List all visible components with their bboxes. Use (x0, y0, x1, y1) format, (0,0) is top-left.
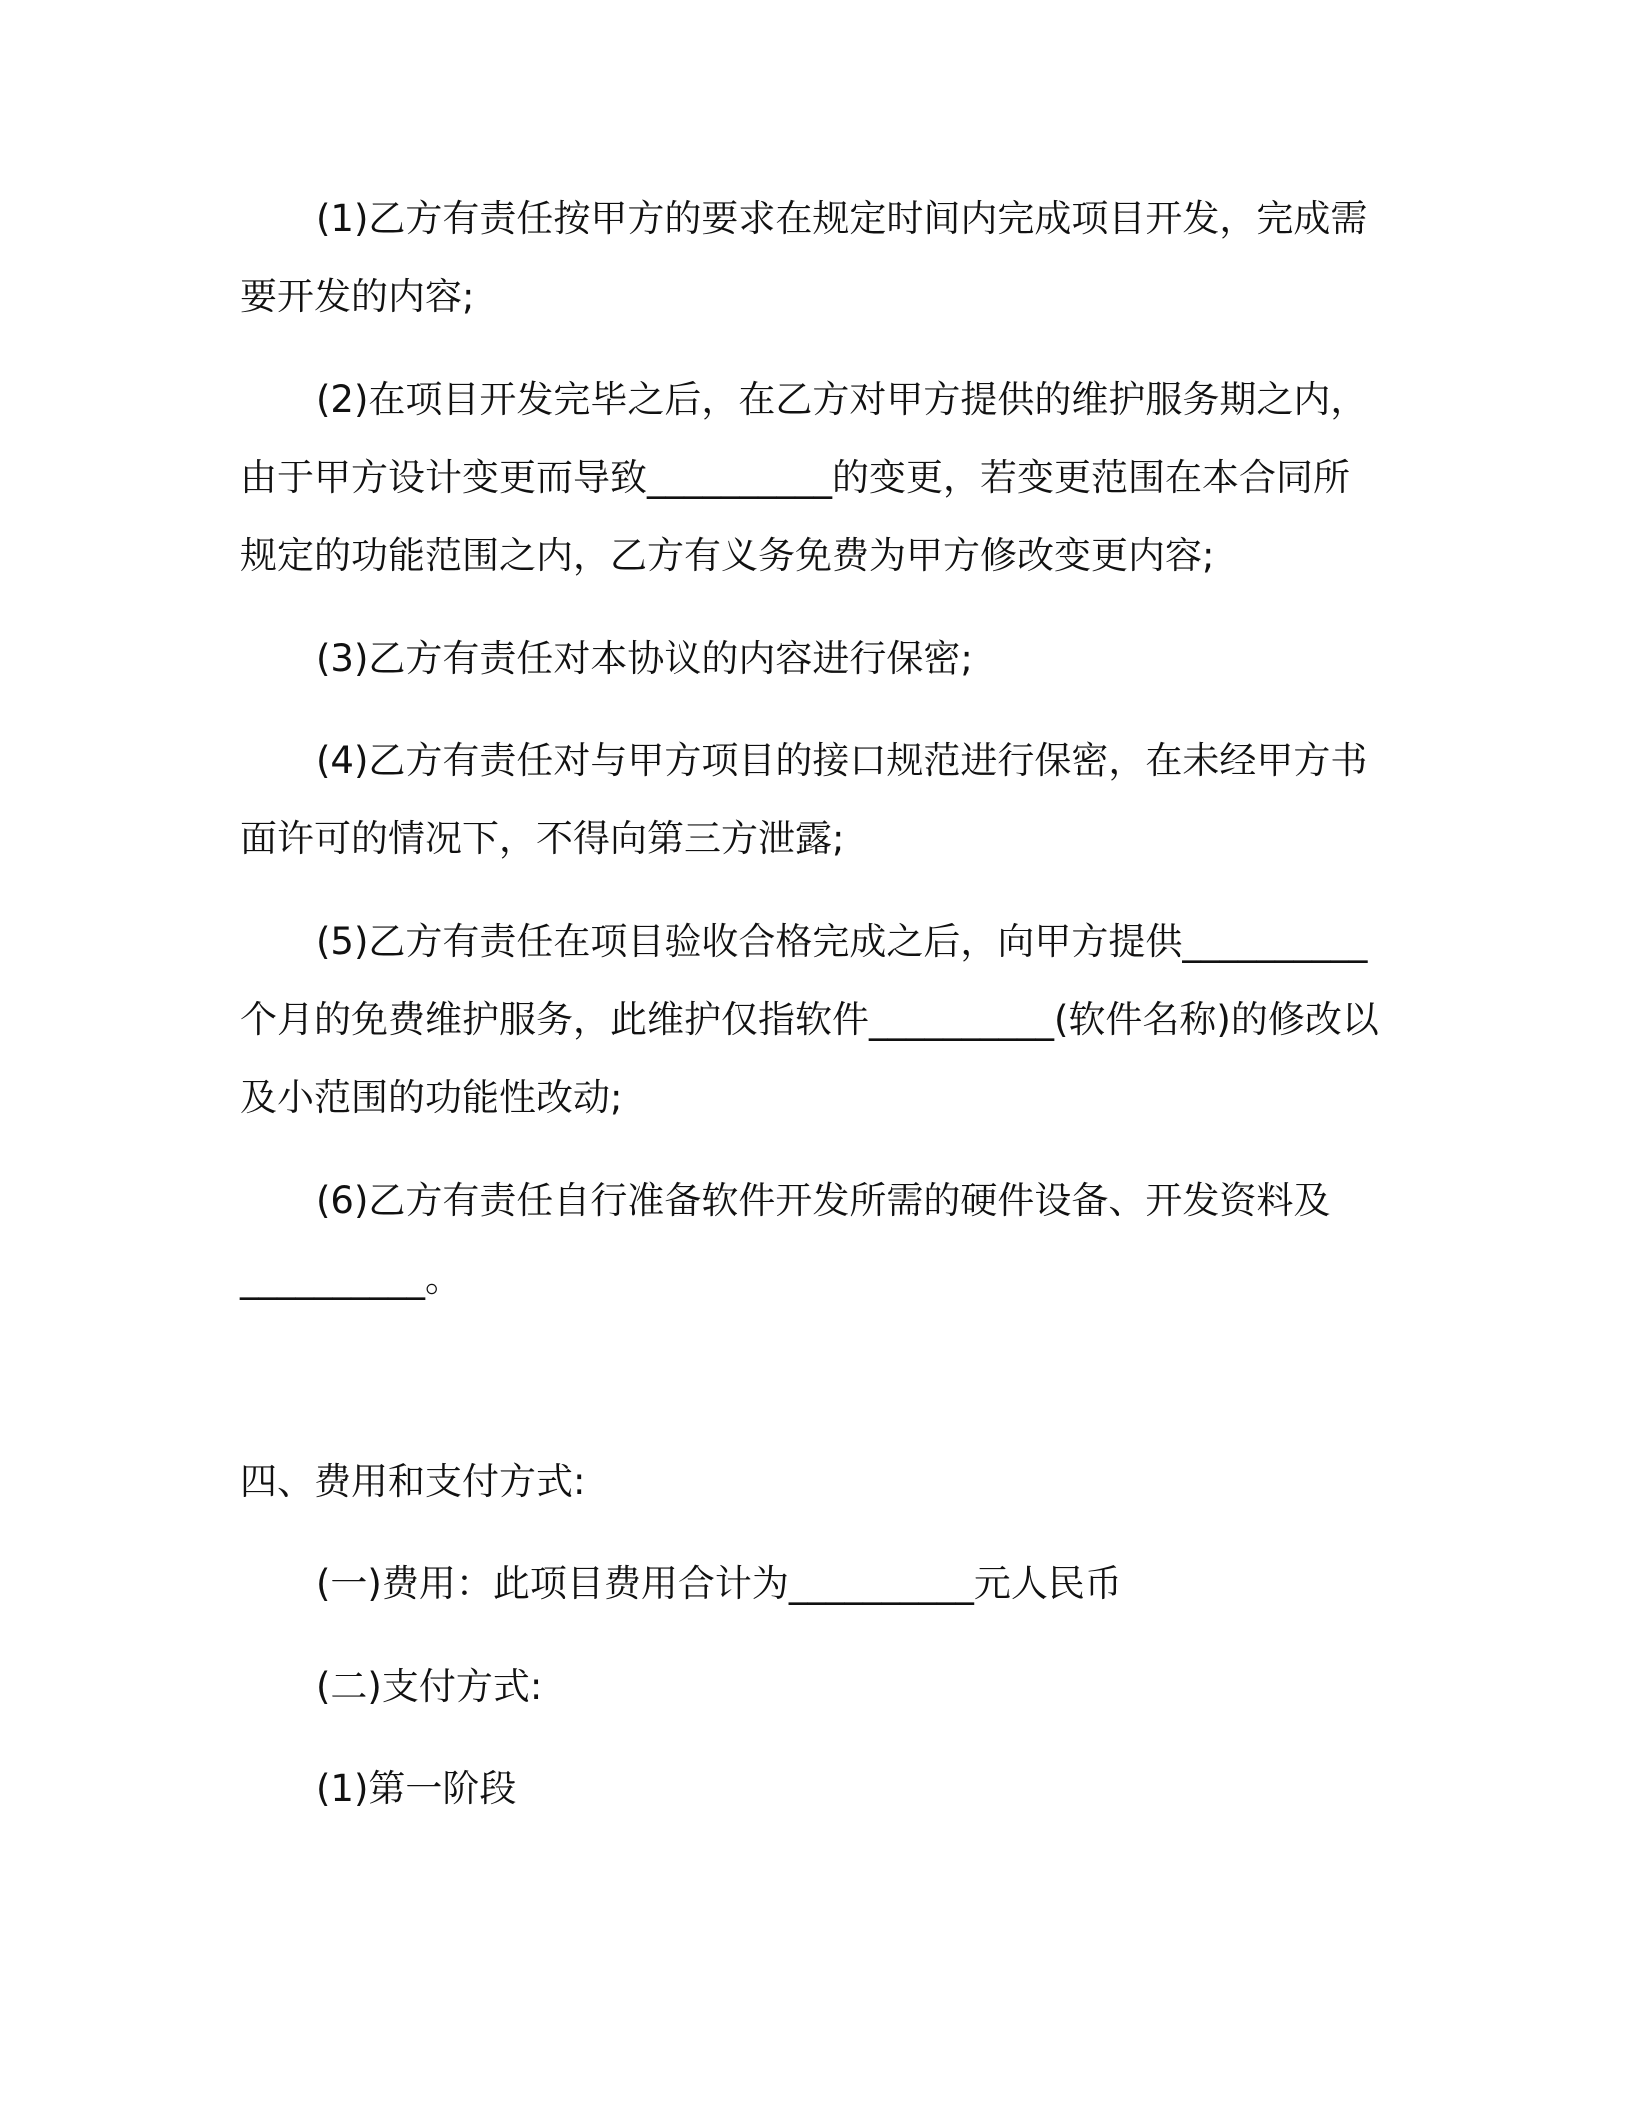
clause-3-line-1: (3)乙方有责任对本协议的内容进行保密; (316, 637, 973, 680)
clause-5-line-3: 及小范围的功能性改动; (240, 1076, 623, 1119)
clause-5-line-2: 个月的免费维护服务，此维护仅指软件__________(软件名称)的修改以 (240, 998, 1379, 1041)
clause-4-line-1: (4)乙方有责任对与甲方项目的接口规范进行保密，在未经甲方书 (316, 739, 1368, 782)
payment-heading (240, 1648, 1410, 1726)
clause-2-line-1: (2)在项目开发完毕之后，在乙方对甲方提供的维护服务期之内， (316, 378, 1368, 421)
stage-one-text: (1)第一阶段 (316, 1767, 517, 1810)
clause-4-line-2: 面许可的情况下，不得向第三方泄露; (240, 817, 845, 860)
clause-3 (240, 620, 1410, 698)
section-heading-text: 四、费用和支付方式: (240, 1460, 586, 1503)
clause-1-line-1: (1)乙方有责任按甲方的要求在规定时间内完成项目开发，完成需 (316, 197, 1368, 240)
clause-2 (240, 361, 1410, 595)
clause-2-line-2: 由于甲方设计变更而导致__________的变更，若变更范围在本合同所 (240, 456, 1350, 499)
section-heading (240, 1443, 1410, 1521)
payment-heading-text: (二)支付方式: (316, 1665, 543, 1708)
clause-5 (240, 903, 1410, 1137)
clause-5-line-1: (5)乙方有责任在项目验收合格完成之后，向甲方提供__________ (316, 920, 1368, 963)
clause-1-line-2: 要开发的内容; (240, 275, 475, 318)
clause-4 (240, 722, 1410, 878)
clause-1 (240, 180, 1410, 336)
stage-one (240, 1750, 1410, 1828)
clause-6-line-1: (6)乙方有责任自行准备软件开发所需的硬件设备、开发资料及 (316, 1179, 1331, 1222)
fee-line: (一)费用：此项目费用合计为__________元人民币 (316, 1562, 1122, 1605)
fee-paragraph (240, 1545, 1410, 1623)
clause-6-line-2: __________。 (240, 1257, 462, 1300)
clause-2-line-3: 规定的功能范围之内，乙方有义务免费为甲方修改变更内容; (240, 534, 1215, 577)
clause-6 (240, 1162, 1410, 1318)
